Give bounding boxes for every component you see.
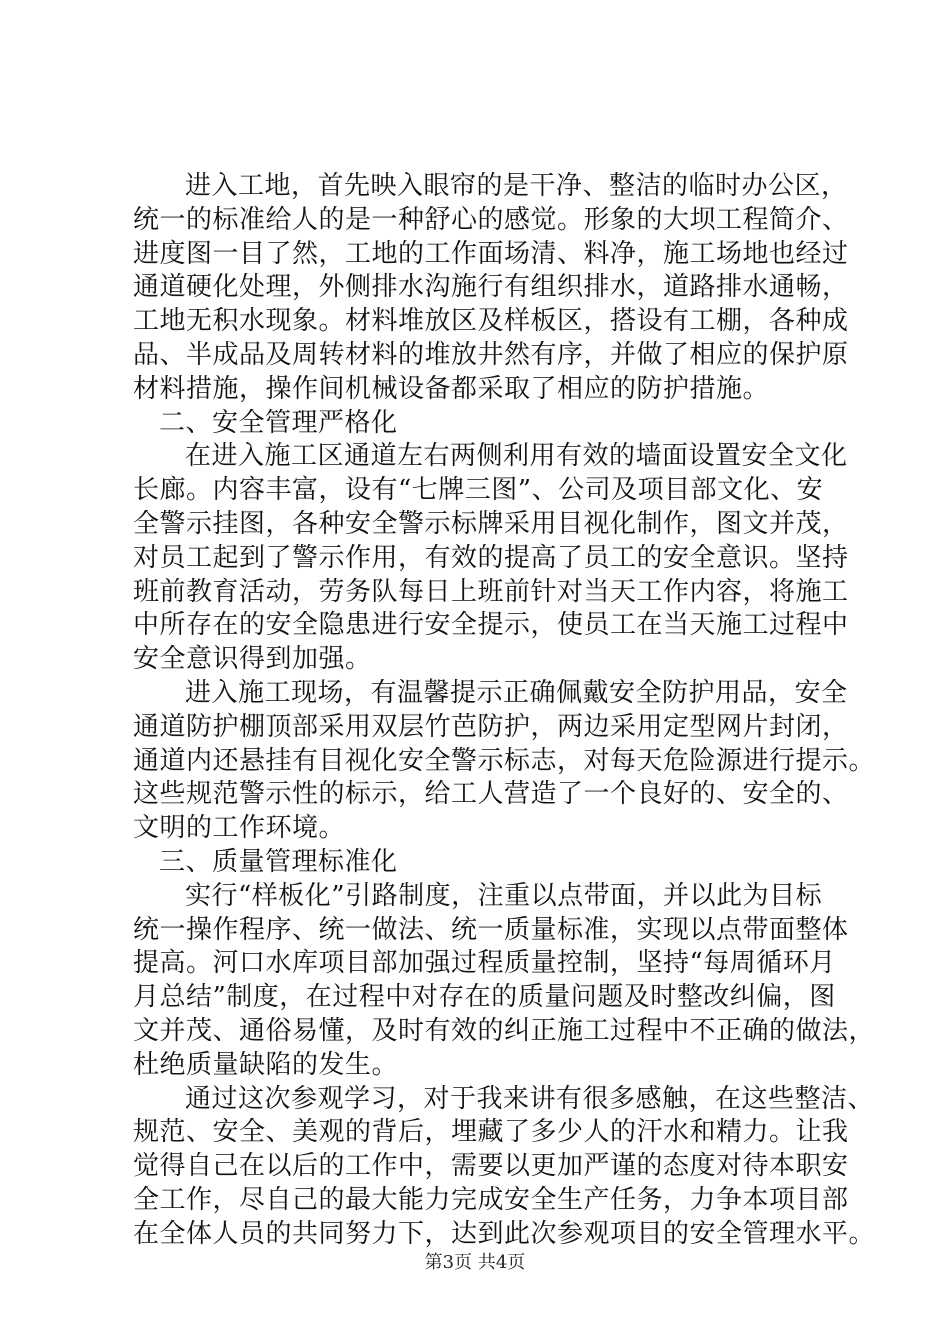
section-heading: 二、安全管理严格化 (159, 407, 398, 438)
page-number: 第3页 共4页 (424, 1252, 526, 1273)
paragraph-line: 材料措施，操作间机械设备都采取了相应的防护措施。 (133, 373, 770, 404)
page-footer (0, 1248, 950, 1274)
paragraph-line: 品、半成品及周转材料的堆放井然有序，并做了相应的保护原 (133, 339, 849, 370)
paragraph-line: 进入工地，首先映入眼帘的是干净、整洁的临时办公区， (185, 171, 848, 201)
paragraph-line: 杜绝质量缺陷的发生。 (133, 1049, 399, 1080)
paragraph-line: 工地无积水现象。材料堆放区及样板区，搭设有工棚，各种成 (133, 306, 849, 337)
paragraph-line: 进度图一目了然，工地的工作面场清、料净，施工场地也经过 (133, 238, 849, 269)
paragraph-line: 在全体人员的共同努力下，达到此次参观项目的安全管理水平。 (133, 1218, 876, 1249)
paragraph-line: 全警示挂图，各种安全警示标牌采用目视化制作，图文并茂， (133, 508, 849, 539)
paragraph-line: 月总结”制度，在过程中对存在的质量问题及时整改纠偏，图 (133, 982, 836, 1013)
paragraph-line: 这些规范警示性的标示，给工人营造了一个良好的、安全的、 (133, 779, 849, 810)
paragraph-line: 统一的标准给人的是一种舒心的感觉。形象的大坝工程简介、 (133, 204, 849, 235)
paragraph-line: 文明的工作环境。 (133, 813, 346, 844)
section-heading: 三、质量管理标准化 (159, 846, 398, 877)
paragraph-line: 对员工起到了警示作用，有效的提高了员工的安全意识。坚持 (133, 542, 849, 573)
paragraph-line: 觉得自己在以后的工作中，需要以更加严谨的态度对待本职安 (133, 1151, 849, 1182)
paragraph-line: 实行“样板化”引路制度，注重以点带面，并以此为目标 (185, 880, 823, 911)
paragraph-line: 通道防护棚顶部采用双层竹芭防护，两边采用定型网片封闭， (133, 711, 849, 742)
paragraph-line: 统一操作程序、统一做法、统一质量标准，实现以点带面整体 (133, 914, 849, 945)
paragraph-line: 全工作，尽自己的最大能力完成安全生产任务，力争本项目部 (133, 1184, 849, 1215)
paragraph-line: 中所存在的安全隐患进行安全提示，使员工在当天施工过程中 (133, 610, 849, 641)
paragraph-line: 进入施工现场，有温馨提示正确佩戴安全防护用品，安全 (185, 677, 848, 708)
document-body (133, 170, 876, 1252)
paragraph-line: 通道内还悬挂有目视化安全警示标志，对每天危险源进行提示。 (133, 745, 876, 776)
paragraph-line: 规范、安全、美观的背后，埋藏了多少人的汗水和精力。让我 (133, 1117, 849, 1148)
paragraph-line: 通过这次参观学习，对于我来讲有很多感触，在这些整洁、 (185, 1083, 875, 1114)
paragraph-line: 文并茂、通俗易懂，及时有效的纠正施工过程中不正确的做法， (133, 1015, 876, 1046)
paragraph-line: 班前教育活动，劳务队每日上班前针对当天工作内容，将施工 (133, 576, 849, 607)
paragraph-line: 通道硬化处理，外侧排水沟施行有组织排水，道路排水通畅， (133, 272, 849, 303)
paragraph-line: 在进入施工区通道左右两侧利用有效的墙面设置安全文化 (185, 441, 848, 472)
paragraph-line: 长廊。内容丰富，设有“七牌三图”、公司及项目部文化、安 (133, 475, 824, 506)
paragraph-line: 安全意识得到加强。 (133, 644, 372, 675)
paragraph-line: 提高。河口水库项目部加强过程质量控制，坚持“每周循环月 (133, 948, 836, 979)
